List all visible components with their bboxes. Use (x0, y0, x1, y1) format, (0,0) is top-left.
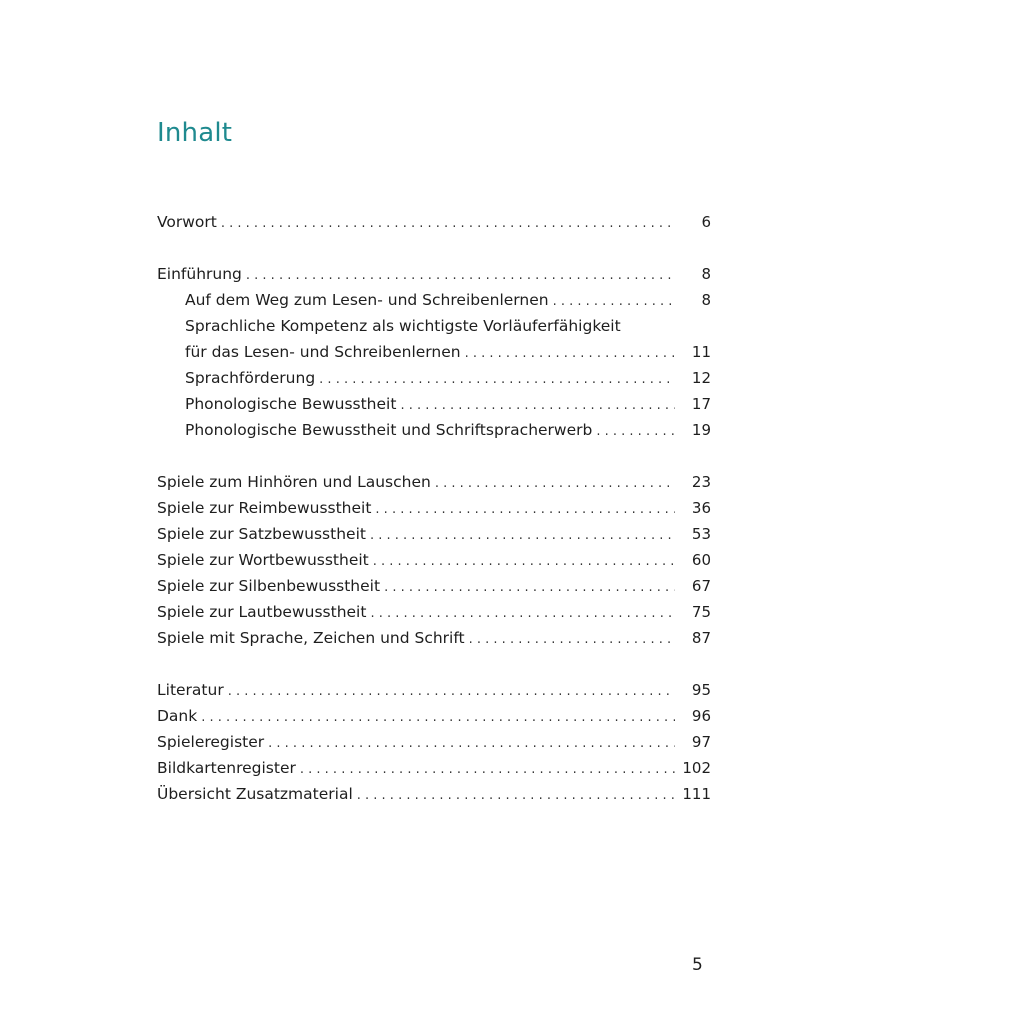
toc-leader-dots (596, 419, 675, 445)
toc-entry (157, 573, 711, 599)
toc-entry-label: Auf dem Weg zum Lesen- und Schreibenlernen (185, 291, 549, 309)
toc-leader-dots (469, 627, 675, 653)
toc-entry (157, 209, 711, 235)
toc-entry-label: Spiele mit Sprache, Zeichen und Schrift (157, 629, 465, 647)
toc-entry (157, 495, 711, 521)
toc-entry (157, 755, 711, 781)
toc-entry-page: 36 (691, 499, 711, 517)
toc-entry-page: 23 (691, 473, 711, 491)
toc-title: Inhalt (157, 118, 233, 148)
toc-entry-label: Vorwort (157, 213, 217, 231)
toc-entry (157, 417, 711, 443)
toc-leader-dots (435, 471, 675, 497)
toc-entry (157, 599, 711, 625)
toc-entry-page: 75 (691, 603, 711, 621)
toc-entry (157, 339, 711, 365)
toc-leader-dots (373, 549, 675, 575)
toc-entry-page: 11 (691, 343, 711, 361)
toc-entry (157, 729, 711, 755)
toc-entry-page: 87 (691, 629, 711, 647)
toc-entry-page: 95 (691, 681, 711, 699)
toc-entry (157, 261, 711, 287)
toc-entry (157, 365, 711, 391)
toc-entry-page: 97 (691, 733, 711, 751)
toc-leader-dots (201, 705, 675, 731)
toc-entry-label: Dank (157, 707, 198, 725)
toc-entry-label: Phonologische Bewusstheit (185, 395, 397, 413)
toc-entry-label: Bildkartenregister (157, 759, 296, 777)
toc-entry-label: Spieleregister (157, 733, 265, 751)
toc-entry-label: Phonologische Bewusstheit und Schriftspracherwerb (185, 421, 593, 439)
toc-entry (157, 287, 711, 313)
toc-entry-label: Einführung (157, 265, 242, 283)
toc-leader-dots (370, 601, 675, 627)
toc-entry-page: 102 (682, 759, 711, 777)
toc-entry-page: 12 (691, 369, 711, 387)
toc-entry (157, 521, 711, 547)
toc-leader-dots (319, 367, 675, 393)
toc-entry-page: 53 (691, 525, 711, 543)
toc-leader-dots (384, 575, 675, 601)
toc-entry (157, 313, 711, 339)
toc-leader-dots (370, 523, 675, 549)
toc-entry-page: 8 (701, 291, 711, 309)
toc-entry (157, 391, 711, 417)
toc-entry-label: Übersicht Zusatzmaterial (157, 785, 353, 803)
toc-entry-label: Sprachliche Kompetenz als wichtigste Vorläuferfähigkeit (185, 317, 621, 335)
toc-entry-label: Spiele zur Reimbewusstheit (157, 499, 372, 517)
toc-leader-dots (375, 497, 675, 523)
toc-entry-page: 8 (701, 265, 711, 283)
toc-entry-page: 111 (682, 785, 711, 803)
toc-entry (157, 469, 711, 495)
toc-entry (157, 703, 711, 729)
toc-entry (157, 625, 711, 651)
toc-entry-label: Literatur (157, 681, 224, 699)
toc-entry-label: Spiele zur Silbenbewusstheit (157, 577, 381, 595)
toc-leader-dots (300, 757, 675, 783)
toc-entry (157, 677, 711, 703)
toc-leader-dots (268, 731, 675, 757)
toc-entry-page: 19 (691, 421, 711, 439)
toc-leader-dots (246, 263, 675, 289)
toc-entry-label: Spiele zur Lautbewusstheit (157, 603, 367, 621)
toc-entry-page: 60 (691, 551, 711, 569)
toc-entry-label: Sprachförderung (185, 369, 316, 387)
toc-entry-page: 96 (691, 707, 711, 725)
toc-entry (157, 781, 711, 807)
toc-entry-page: 17 (691, 395, 711, 413)
toc-entry-label: Spiele zur Wortbewusstheit (157, 551, 369, 569)
toc-leader-dots (553, 289, 675, 315)
page-number: 5 (692, 955, 703, 975)
toc-leader-dots (221, 211, 675, 237)
toc-leader-dots (357, 783, 675, 809)
toc-entry-label: Spiele zur Satzbewusstheit (157, 525, 366, 543)
toc-entry-page: 6 (701, 213, 711, 231)
toc-leader-dots (228, 679, 675, 705)
toc-entry-label: für das Lesen- und Schreibenlernen (185, 343, 461, 361)
toc-entry-page: 67 (691, 577, 711, 595)
toc-entry-label: Spiele zum Hinhören und Lauschen (157, 473, 431, 491)
toc-entry (157, 547, 711, 573)
toc-leader-dots (465, 341, 675, 367)
toc-leader-dots (400, 393, 675, 419)
